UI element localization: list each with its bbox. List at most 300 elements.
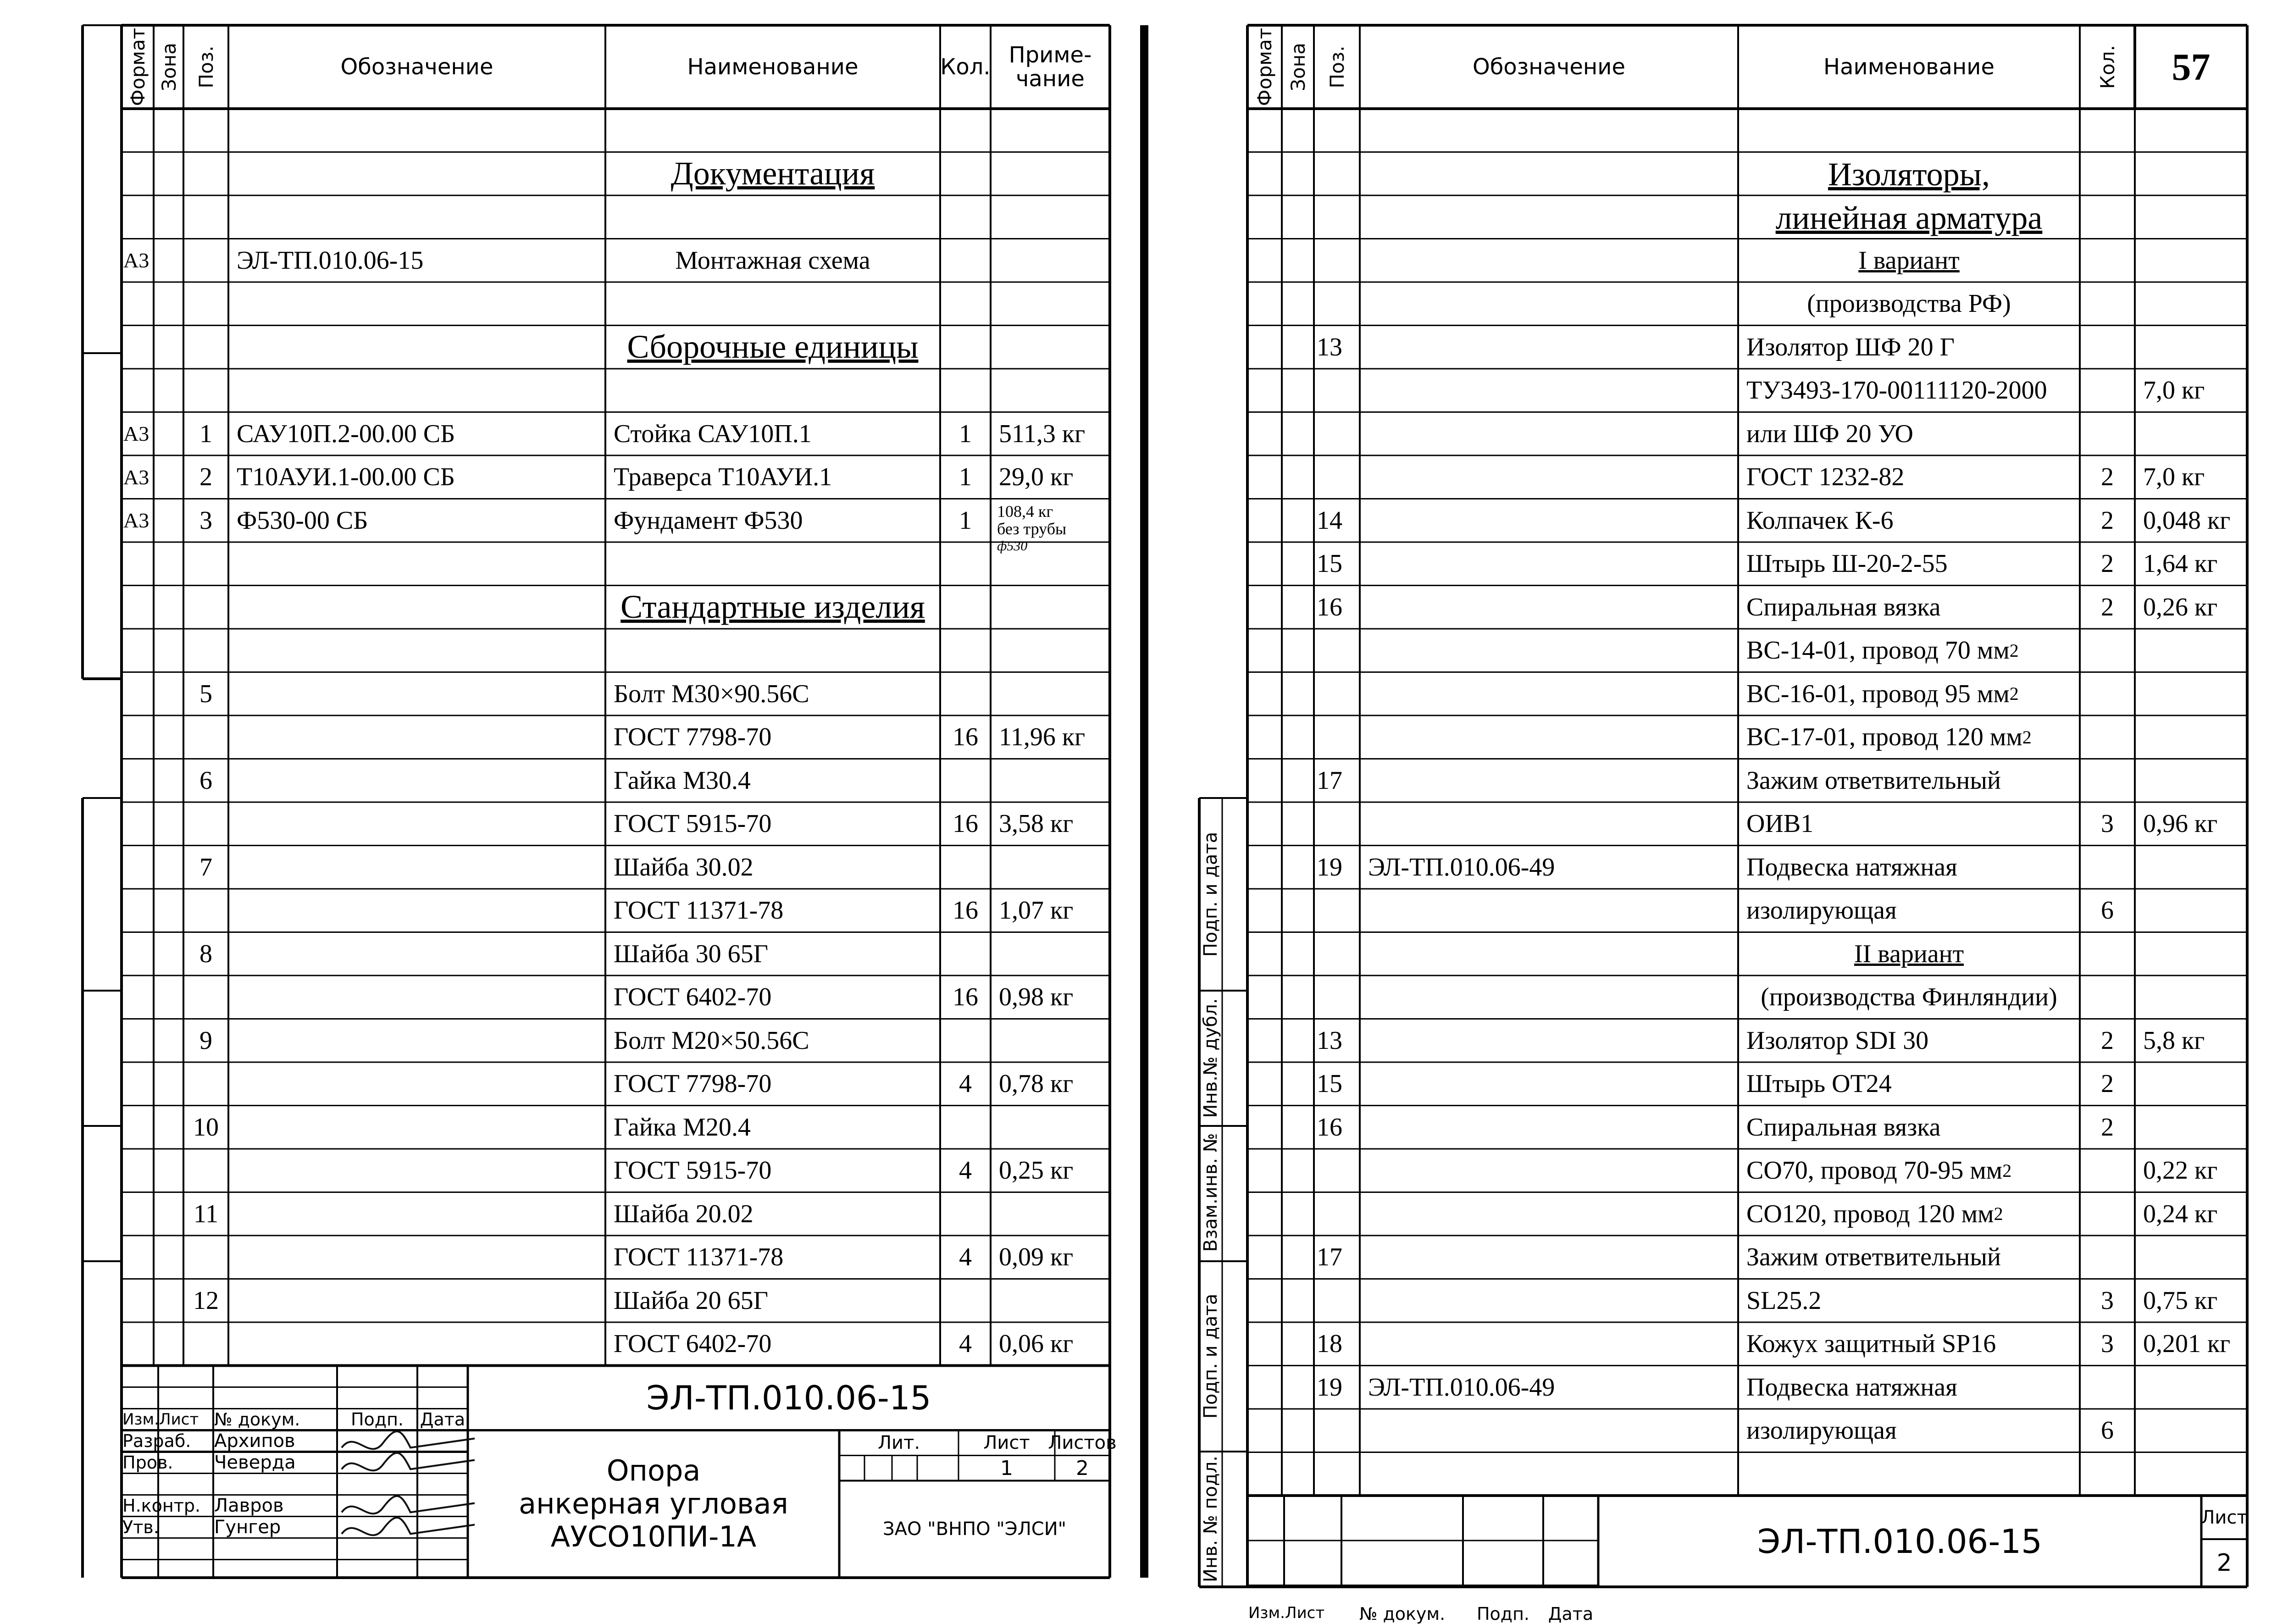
row-note: 5,8 кг <box>2143 1026 2205 1055</box>
row-note: 0,78 кг <box>999 1070 1074 1098</box>
stamp-name: Гунгер <box>214 1517 281 1538</box>
row-designation: ЭЛ-ТП.010.06-49 <box>1368 853 1555 881</box>
row-name-text: ВС-17-01, провод 120 мм <box>1746 723 2022 752</box>
row-qty: 16 <box>953 896 978 925</box>
row-name-text: Подвеска натяжная <box>1746 1373 1957 1402</box>
row-designation <box>1360 195 1738 239</box>
row-note: 511,3 кг <box>999 419 1086 448</box>
row-designation <box>1360 239 1738 283</box>
stamp-listov-label: Листов <box>1048 1432 1117 1453</box>
header-note <box>991 25 1110 109</box>
row-qty <box>2080 1192 2135 1236</box>
row-designation <box>1360 1322 1738 1366</box>
stamp-name: Чеверда <box>214 1452 296 1473</box>
row-note <box>2135 629 2247 672</box>
row-designation <box>1360 802 1738 846</box>
row-name-text: Изолятор SDI 30 <box>1746 1026 1929 1055</box>
stamp-header-data: Дата <box>420 1409 465 1430</box>
row-note-line: 108,4 кг <box>997 502 1053 521</box>
row-note <box>991 1192 1110 1236</box>
row-name-text: ОИВ1 <box>1746 809 1814 838</box>
row-qty: 2 <box>2101 1026 2114 1055</box>
row-qty: 3 <box>2101 1286 2114 1315</box>
row-note <box>2135 1062 2247 1106</box>
row-name <box>1738 195 2080 239</box>
row-note <box>991 629 1110 672</box>
row-position <box>1314 1452 1360 1496</box>
row-note: 7,0 кг <box>2143 376 2205 405</box>
row-format <box>122 109 154 152</box>
row-position <box>1314 672 1360 716</box>
row-position: 16 <box>1317 1113 1342 1142</box>
row-position: 19 <box>1317 853 1342 881</box>
header-note-line2: чание <box>1016 66 1085 92</box>
row-note: 1,07 кг <box>999 896 1074 925</box>
row-name <box>1738 1149 2080 1192</box>
row-format <box>122 715 154 759</box>
row-name-text: Колпачек К-6 <box>1746 506 1894 535</box>
row-designation <box>228 1279 605 1323</box>
row-note <box>991 846 1110 889</box>
row-note <box>2135 152 2247 196</box>
row-name-text: СО70, провод 70-95 мм <box>1746 1156 2003 1185</box>
row-designation <box>228 542 605 586</box>
row-name: ГОСТ 11371-78 <box>614 896 784 925</box>
side-label-original-inventory: Инв. № подл. <box>1200 1456 1221 1582</box>
row-qty: 2 <box>2101 1070 2114 1098</box>
row-qty: 6 <box>2101 1416 2114 1445</box>
row-designation: САУ10П.2-00.00 СБ <box>237 419 455 448</box>
row-name <box>1738 326 2080 369</box>
row-name <box>1738 629 2080 672</box>
row-qty: 4 <box>959 1243 972 1272</box>
row-designation: ЭЛ-ТП.010.06-15 <box>237 246 424 275</box>
row-position <box>183 889 228 932</box>
header-name: Наименование <box>687 54 859 80</box>
row-note: 0,06 кг <box>999 1330 1074 1358</box>
row-position <box>1314 239 1360 283</box>
row-position <box>1314 976 1360 1019</box>
row-qty <box>2080 282 2135 326</box>
row-name: Шайба 30 65Г <box>614 939 769 968</box>
row-designation <box>228 586 605 629</box>
row-position <box>183 976 228 1019</box>
row-position <box>1314 802 1360 846</box>
row-note: 0,25 кг <box>999 1156 1074 1185</box>
row-name <box>1738 1322 2080 1366</box>
stamp-name: Лавров <box>214 1495 284 1516</box>
row-qty <box>940 586 991 629</box>
row-position <box>183 195 228 239</box>
row-qty <box>2080 846 2135 889</box>
row-name-text: СО120, провод 120 мм <box>1746 1199 1994 1228</box>
row-note <box>2135 1366 2247 1409</box>
handwritten-signature <box>342 1518 475 1535</box>
row-name-text: (производства РФ) <box>1807 289 2011 318</box>
row-designation <box>1360 412 1738 456</box>
row-designation <box>1360 455 1738 499</box>
superscript: 2 <box>2009 683 2019 704</box>
row-name: ГОСТ 5915-70 <box>614 809 772 838</box>
stamp-header-podp: Подп. <box>1476 1604 1530 1624</box>
row-note <box>991 195 1110 239</box>
row-qty <box>2080 1452 2135 1496</box>
row-designation <box>228 1322 605 1366</box>
stamp-title-line: анкерная угловая <box>519 1487 788 1521</box>
row-format <box>122 195 154 239</box>
row-name <box>605 629 940 672</box>
stamp-role: Н.контр. <box>122 1496 201 1516</box>
row-qty: 4 <box>959 1156 972 1185</box>
row-position <box>183 715 228 759</box>
header-qty: Кол. <box>940 54 991 80</box>
row-format: А3 <box>123 249 150 272</box>
row-format <box>122 1106 154 1149</box>
stamp-listov-value: 2 <box>1076 1456 1089 1480</box>
row-name-text: Изолятор ШФ 20 Г <box>1746 333 1955 361</box>
row-name <box>1738 715 2080 759</box>
row-position <box>1314 152 1360 196</box>
row-name: ГОСТ 7798-70 <box>614 723 772 752</box>
row-qty <box>2080 412 2135 456</box>
row-qty: 2 <box>2101 506 2114 535</box>
row-qty <box>2080 715 2135 759</box>
row-name <box>1738 932 2080 976</box>
row-format <box>122 369 154 412</box>
row-name <box>1738 1366 2080 1409</box>
row-designation <box>228 326 605 369</box>
row-qty <box>940 369 991 412</box>
row-designation <box>1360 586 1738 629</box>
row-note <box>2135 282 2247 326</box>
row-name: Фундамент Ф530 <box>614 506 803 535</box>
superscript: 2 <box>2009 640 2019 661</box>
row-designation <box>228 932 605 976</box>
row-name-text: или ШФ 20 УО <box>1746 419 1913 448</box>
header-note-line1: Приме- <box>1008 42 1092 68</box>
row-position <box>1314 369 1360 412</box>
row-name: Стойка САУ10П.1 <box>614 419 812 448</box>
row-position <box>1314 412 1360 456</box>
row-position <box>183 1062 228 1106</box>
stamp-role: Пров. <box>122 1452 173 1473</box>
stamp-list-label: Лист <box>983 1432 1030 1453</box>
superscript: 2 <box>1994 1203 2003 1225</box>
row-format <box>122 1236 154 1279</box>
row-note <box>991 109 1110 152</box>
row-qty <box>2080 152 2135 196</box>
row-qty <box>2080 976 2135 1019</box>
row-name: ГОСТ 6402-70 <box>614 983 772 1012</box>
row-position: 9 <box>199 1026 212 1055</box>
row-qty <box>940 1192 991 1236</box>
row-position <box>1314 1409 1360 1452</box>
row-note <box>2135 932 2247 976</box>
row-position: 17 <box>1317 1243 1342 1272</box>
stamp-list-value: 2 <box>2216 1549 2232 1577</box>
row-note <box>2135 1452 2247 1496</box>
row-position <box>1314 455 1360 499</box>
row-name-text: Штырь ОТ24 <box>1746 1070 1892 1098</box>
row-note <box>991 759 1110 803</box>
row-designation <box>1360 1236 1738 1279</box>
row-position <box>1314 932 1360 976</box>
row-qty <box>940 326 991 369</box>
row-format <box>122 932 154 976</box>
row-qty <box>2080 1366 2135 1409</box>
stamp-list-label: Лист <box>2201 1507 2248 1528</box>
row-position <box>1314 282 1360 326</box>
row-designation <box>228 195 605 239</box>
row-designation <box>228 1149 605 1192</box>
row-name-text: Подвеска натяжная <box>1746 853 1957 881</box>
row-format <box>122 976 154 1019</box>
row-position <box>183 282 228 326</box>
row-note <box>991 326 1110 369</box>
row-position: 19 <box>1317 1373 1342 1402</box>
row-name-text: Изоляторы, <box>1828 156 1990 193</box>
row-note: 0,048 кг <box>2143 506 2231 535</box>
row-designation <box>1360 976 1738 1019</box>
row-position <box>183 239 228 283</box>
header-pos: Поз. <box>194 45 217 89</box>
stamp-name: Архипов <box>214 1430 295 1452</box>
row-note: 29,0 кг <box>999 463 1074 492</box>
row-name-text: Штырь Ш-20-2-55 <box>1746 549 1948 578</box>
handwritten-signature <box>342 1453 475 1470</box>
side-label-replacement-inventory: Взам.инв. № <box>1200 1133 1221 1252</box>
stamp-header-list: Лист <box>1285 1604 1325 1622</box>
row-qty <box>2080 759 2135 803</box>
row-position <box>183 369 228 412</box>
row-position <box>1314 109 1360 152</box>
row-position: 1 <box>199 419 212 448</box>
row-name: Гайка М30.4 <box>614 766 751 795</box>
row-note <box>2135 846 2247 889</box>
row-name: Гайка М20.4 <box>614 1113 751 1142</box>
row-note <box>2135 195 2247 239</box>
row-note <box>2135 759 2247 803</box>
row-position <box>1314 715 1360 759</box>
row-qty <box>940 282 991 326</box>
side-label-signature-date: Подп. и дата <box>1200 1293 1221 1419</box>
row-name: Документация <box>670 155 875 192</box>
row-qty <box>940 1106 991 1149</box>
row-designation <box>228 1062 605 1106</box>
row-designation <box>1360 282 1738 326</box>
row-name-text: (производства Финляндии) <box>1761 983 2057 1012</box>
stamp-header-izm: Изм. <box>1248 1604 1285 1622</box>
row-name-text: изолирующая <box>1746 1416 1897 1445</box>
row-designation <box>1360 715 1738 759</box>
row-name <box>1738 109 2080 152</box>
row-position <box>183 586 228 629</box>
row-position: 7 <box>199 853 212 881</box>
row-position: 14 <box>1317 506 1342 535</box>
row-designation <box>228 715 605 759</box>
row-format <box>122 1192 154 1236</box>
row-name-text: I вариант <box>1858 246 1960 275</box>
row-designation <box>1360 369 1738 412</box>
row-note <box>2135 412 2247 456</box>
row-note <box>2135 109 2247 152</box>
row-position: 2 <box>199 463 212 492</box>
row-name <box>1738 542 2080 586</box>
row-format <box>122 542 154 586</box>
row-designation <box>1360 1409 1738 1452</box>
stamp-title-line: АУСО10ПИ-1А <box>550 1520 757 1554</box>
row-name <box>605 109 940 152</box>
row-qty: 4 <box>959 1330 972 1358</box>
side-label-duplicate-inventory: Инв.№ дубл. <box>1200 998 1221 1118</box>
row-name <box>1738 1279 2080 1323</box>
row-note <box>991 672 1110 716</box>
row-name: ГОСТ 11371-78 <box>614 1243 784 1272</box>
row-designation <box>1360 499 1738 543</box>
row-qty: 1 <box>959 463 972 492</box>
row-position: 15 <box>1317 549 1342 578</box>
row-position: 10 <box>193 1113 219 1142</box>
row-qty: 6 <box>2101 896 2114 925</box>
row-note: 0,24 кг <box>2143 1199 2218 1228</box>
row-qty: 16 <box>953 723 978 752</box>
row-name-text: линейная арматура <box>1775 199 2043 236</box>
row-note <box>2135 715 2247 759</box>
row-name <box>1738 152 2080 196</box>
row-note <box>2135 1106 2247 1149</box>
row-note <box>991 1279 1110 1323</box>
row-designation <box>228 889 605 932</box>
row-name <box>1738 1192 2080 1236</box>
page-number: 57 <box>2172 45 2211 89</box>
row-name-text: Спиральная вязка <box>1746 593 1941 621</box>
row-qty <box>940 195 991 239</box>
row-format <box>122 889 154 932</box>
row-name: Шайба 30.02 <box>614 853 753 881</box>
header-name: Наименование <box>1823 54 1994 80</box>
row-qty <box>2080 629 2135 672</box>
row-name-text: SL25.2 <box>1746 1286 1822 1315</box>
row-designation <box>1360 629 1738 672</box>
row-position <box>183 152 228 196</box>
row-note <box>991 1019 1110 1063</box>
row-name <box>1738 282 2080 326</box>
row-qty <box>2080 239 2135 283</box>
row-designation <box>228 1236 605 1279</box>
header-designation: Обозначение <box>340 54 493 80</box>
row-qty <box>2080 1236 2135 1279</box>
row-designation <box>228 629 605 672</box>
row-qty <box>940 846 991 889</box>
header-zone: Зона <box>1286 43 1309 91</box>
row-format <box>122 629 154 672</box>
header-qty: Кол. <box>2096 45 2119 89</box>
row-note: 1,64 кг <box>2143 549 2218 578</box>
row-designation <box>1360 542 1738 586</box>
row-qty: 1 <box>959 419 972 448</box>
handwritten-signature <box>342 1496 475 1513</box>
row-qty: 2 <box>2101 549 2114 578</box>
row-qty <box>2080 932 2135 976</box>
row-designation <box>1360 1279 1738 1323</box>
row-note-line: ф530 <box>997 538 1028 554</box>
row-designation <box>228 1019 605 1063</box>
row-position: 16 <box>1317 593 1342 621</box>
row-name <box>1738 1236 2080 1279</box>
row-qty <box>940 932 991 976</box>
row-designation <box>228 109 605 152</box>
row-name <box>1738 976 2080 1019</box>
row-name <box>1738 846 2080 889</box>
header-format: Формат <box>126 28 149 106</box>
row-name <box>1738 1452 2080 1496</box>
row-name-text: Кожух защитный SP16 <box>1746 1330 1996 1358</box>
row-designation <box>228 802 605 846</box>
row-note: 0,26 кг <box>2143 593 2218 621</box>
row-qty <box>2080 672 2135 716</box>
row-name-text: ГОСТ 1232-82 <box>1746 463 1905 492</box>
row-note <box>2135 976 2247 1019</box>
row-name <box>1738 369 2080 412</box>
row-name <box>1738 586 2080 629</box>
row-name: ГОСТ 7798-70 <box>614 1070 772 1098</box>
row-name-text: ВС-16-01, провод 95 мм <box>1746 679 2010 708</box>
row-note <box>991 282 1110 326</box>
row-qty: 16 <box>953 983 978 1012</box>
stamp-header-doc: № докум. <box>1359 1604 1446 1624</box>
row-qty <box>940 152 991 196</box>
stamp-title-line: Опора <box>606 1454 701 1488</box>
row-designation <box>1360 889 1738 932</box>
row-note <box>991 932 1110 976</box>
row-name-text: изолирующая <box>1746 896 1897 925</box>
row-format <box>122 282 154 326</box>
row-position: 15 <box>1317 1070 1342 1098</box>
row-name <box>1738 412 2080 456</box>
header-zone: Зона <box>157 43 180 91</box>
row-designation <box>228 672 605 716</box>
row-name <box>605 282 940 326</box>
row-qty <box>2080 326 2135 369</box>
row-name <box>605 195 940 239</box>
row-position <box>183 1149 228 1192</box>
row-note-line: без трубы <box>997 519 1067 538</box>
row-name <box>1738 672 2080 716</box>
row-note: 0,201 кг <box>2143 1330 2231 1358</box>
row-note <box>991 542 1110 586</box>
row-position <box>1314 1192 1360 1236</box>
row-name <box>1738 455 2080 499</box>
row-position <box>1314 195 1360 239</box>
row-qty: 2 <box>2101 593 2114 621</box>
row-name-text: ТУ3493-170-00111120-2000 <box>1746 376 2047 405</box>
row-name <box>1738 802 2080 846</box>
row-position <box>1314 629 1360 672</box>
row-note <box>2135 239 2247 283</box>
row-name: Стандартные изделия <box>620 588 925 625</box>
row-format <box>122 1019 154 1063</box>
row-qty <box>940 629 991 672</box>
stamp-header-podp: Подп. <box>350 1409 404 1430</box>
row-format <box>122 672 154 716</box>
stamp-header-doc: № докум. <box>214 1409 300 1430</box>
row-name <box>1738 759 2080 803</box>
row-designation <box>1360 1106 1738 1149</box>
superscript: 2 <box>2002 1160 2012 1181</box>
row-format <box>122 326 154 369</box>
row-designation: ЭЛ-ТП.010.06-49 <box>1368 1373 1555 1402</box>
row-note: 3,58 кг <box>999 809 1074 838</box>
